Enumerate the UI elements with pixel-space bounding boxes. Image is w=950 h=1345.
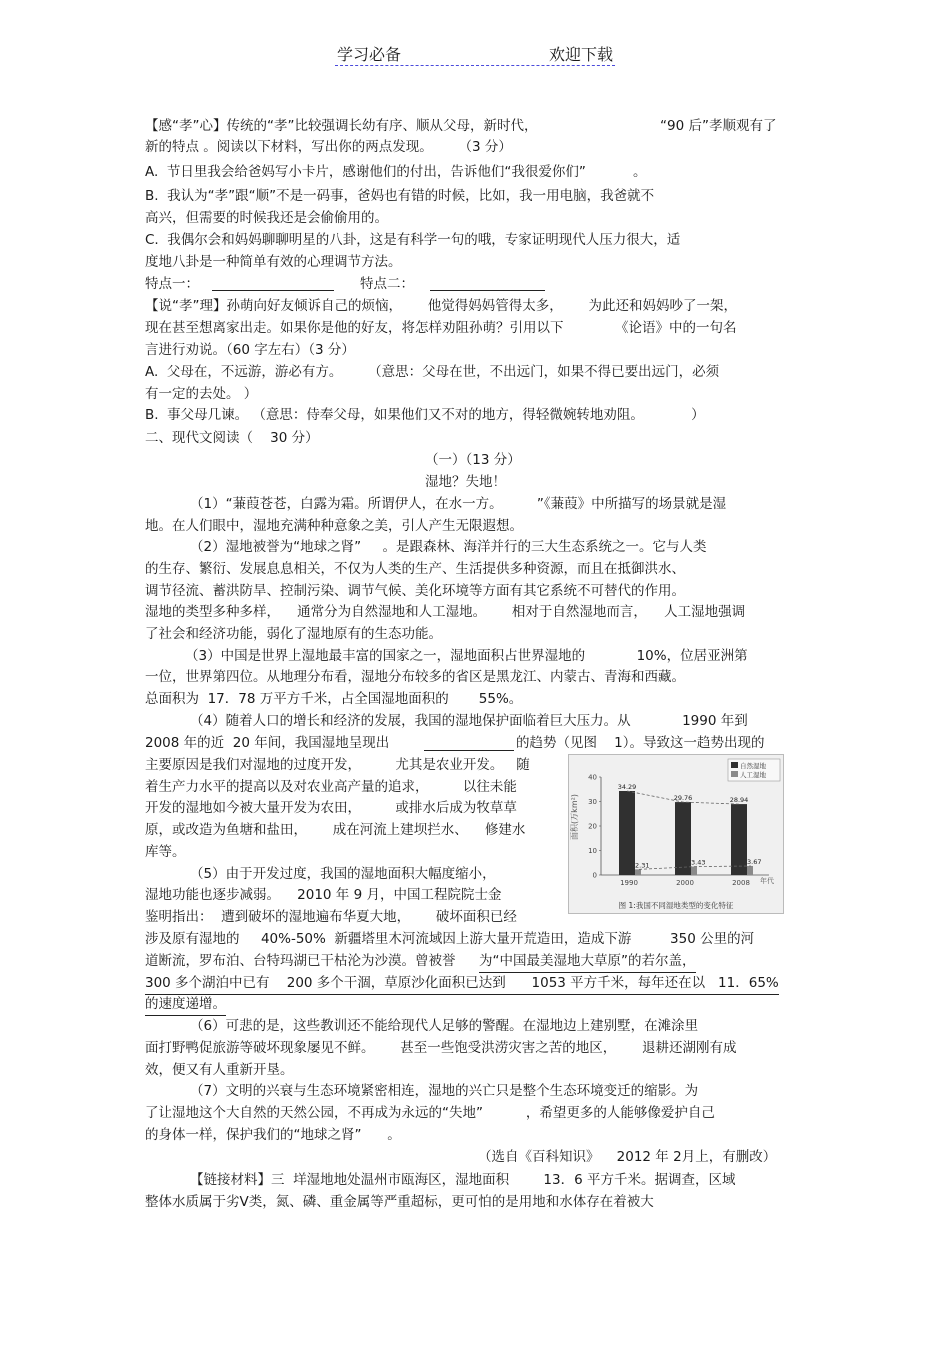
text-line: 库等。 (145, 844, 186, 860)
option-c: C. 我偶尔会和妈妈聊聊明星的八卦，这是有科学一句的哦，专家证明现代人压力很大，适 (145, 232, 681, 248)
text-line: “90 后”孝顺观有了 (660, 118, 777, 134)
legend-label-artificial: 人工湿地 (740, 771, 766, 779)
data-label-artificial: 3.67 (747, 858, 762, 867)
legend-swatch-natural (731, 762, 738, 768)
feature-one-label: 特点一： (145, 276, 199, 292)
option-b: B. 事父母几谏。 （意思：侍奉父母，如果他们又不对的地方，得轻微婉转地劝阻。 ） (145, 407, 705, 423)
text-line: 道断流，罗布泊、台特玛湖已干枯沦为沙漠。曾被誉 (145, 953, 456, 969)
figure-1-chart (568, 754, 784, 914)
bar-artificial-wetland (747, 866, 753, 875)
text-line: 言进行劝说。（60 字左右）（3 分） (145, 342, 355, 358)
paragraph-2: （2）湿地被誉为“地球之肾” 。是跟森林、海洋并行的三大生态系统之一。它与人类 (190, 539, 707, 555)
text-line: 调节径流、蓄洪防旱、控制污染、调节气候、美化环境等方面有其它系统不可替代的作用。 (145, 583, 685, 599)
y-tick-label: 40 (588, 773, 597, 782)
legend-label-natural: 自然湿地 (740, 762, 766, 770)
text-line: 有一定的去处。 ） (145, 386, 258, 402)
text-line: 了社会和经济功能，弱化了湿地原有的生态功能。 (145, 626, 442, 642)
header-rule (335, 65, 615, 66)
paragraph-3: （3）中国是世界上湿地最丰富的国家之一，湿地面积占世界湿地的 10%，位居亚洲第 (185, 648, 748, 664)
paragraph-7: （7）文明的兴衰与生态环境紧密相连，湿地的兴亡只是整个生态环境变迁的缩影。为 (190, 1083, 699, 1099)
header-right: 欢迎下载 (548, 45, 613, 64)
text-line: 鉴明指出： 遭到破坏的湿地遍布华夏大地， 破坏面积已经 (145, 909, 517, 925)
answer-blank-1[interactable] (212, 290, 334, 291)
underlined-text: 的速度递增。 (145, 994, 226, 1016)
source-citation: （选自《百科知识》 2012 年 2月上，有删改） (478, 1149, 777, 1165)
chart-legend (728, 759, 780, 781)
text-line: 地。在人们眼中，湿地充满种种意象之美，引人产生无限遐想。 (145, 518, 523, 534)
y-tick-label: 0 (592, 871, 597, 880)
text-line: 整体水质属于劣Ⅴ类，氮、磷、重金属等严重超标，更可怕的是用地和水体存在着被大 (145, 1194, 654, 1210)
data-label-natural: 34.29 (617, 782, 637, 791)
paragraph-6: （6）可悲的是，这些教训还不能给现代人足够的警醒。在湿地边上建别墅，在滩涂里 (190, 1018, 699, 1034)
page-header (335, 40, 615, 70)
section-heading: 二、现代文阅读（ 30 分） (145, 430, 319, 446)
underlined-text: 300 多个湖泊中已有 200 多个干涸，草原沙化面积已达到 1053 平方千米，每年还在以 11．65% (145, 973, 779, 995)
text-line: 了让湿地这个大自然的天然公园，不再成为永远的“失地” ，希望更多的人能够像爱护自己 (145, 1105, 715, 1121)
legend-swatch-artificial (731, 771, 738, 777)
paragraph-1: （1）“蒹葭苍苍，白露为霜。所谓伊人，在水一方。 ”《蒹葭》中所描写的场景就是湿 (190, 496, 727, 512)
text-line: 的生存、繁衍、发展息息相关，不仅为人类的生产、生活提供多种资源，而且在抵御洪水、 (145, 561, 685, 577)
answer-blank-trend[interactable] (424, 750, 514, 751)
text-line: 一位，世界第四位。从地理分布看，湿地分布较多的省区是黑龙江、内蒙古、青海和西藏。 (145, 669, 685, 685)
y-axis-label: 面积(万km²) (570, 794, 579, 840)
text-line: 效，便又有人重新开垦。 (145, 1062, 294, 1078)
text-line: 开发的湿地如今被大量开发为农田， 或排水后成为牧草草 (145, 800, 517, 816)
option-a: A. 节日里我会给爸妈写小卡片，感谢他们的付出，告诉他们“我很爱你们” 。 (145, 164, 647, 180)
bar-natural-wetland (731, 804, 747, 875)
x-tick-label: 2008 (732, 879, 750, 887)
text-line: 湿地的类型多种多样， 通常分为自然湿地和人工湿地。 相对于自然湿地而言， 人工湿地强调 (145, 604, 746, 620)
article-title: 湿地？失地！ (425, 474, 506, 490)
text-line: 新的特点 。阅读以下材料，写出你的两点发现。 （3 分） (145, 139, 512, 155)
bar-natural-wetland (675, 802, 691, 875)
feature-two-label: 特点二： (360, 276, 414, 292)
answer-blank-2[interactable] (430, 290, 545, 291)
data-label-artificial: 3.43 (691, 858, 706, 867)
text-line: 高兴，但需要的时候我还是会偷偷用的。 (145, 210, 388, 226)
data-label-natural: 29.76 (673, 794, 693, 803)
bar-artificial-wetland (691, 867, 697, 875)
link-material: 【链接材料】三 垟湿地地处温州市瓯海区，湿地面积 13．6 平方千米。据调查，区域 (190, 1172, 736, 1188)
text-line: 【说“孝”理】孙萌向好友倾诉自己的烦恼， 他觉得妈妈管得太多， 为此还和妈妈吵了一架， (145, 298, 737, 314)
text-line: 湿地功能也逐步减弱。 2010 年 9 月，中国工程院院士金 (145, 887, 502, 903)
y-tick-label: 30 (588, 798, 597, 806)
text-line: 【感“孝”心】传统的“孝”比较强调长幼有序、顺从父母，新时代， (145, 118, 538, 134)
text-line: 着生产力水平的提高以及对农业高产量的追求， 以往未能 (145, 779, 517, 795)
text-line: 原，或改造为鱼塘和盐田， 成在河流上建坝拦水、 修建水 (145, 822, 526, 838)
text-line: 2008 年的近 20 年间，我国湿地呈现出 (145, 735, 390, 751)
text-line: 总面积为 17．78 万平方千米，占全国湿地面积的 55%。 (145, 691, 523, 707)
bar-artificial-wetland (635, 869, 641, 875)
x-tick-label: 2000 (676, 879, 694, 887)
option-b: B. 我认为“孝”跟“顺”不是一码事，爸妈也有错的时候，比如，我一用电脑，我爸就不 (145, 188, 655, 204)
y-tick-label: 10 (588, 847, 597, 855)
part-heading: （一）（13 分） (425, 452, 521, 468)
text-line: 涉及原有湿地的 40%-50% 新疆塔里木河流域因上游大量开荒造田，造成下游 350 公里的河 (145, 931, 755, 947)
paragraph-5: （5）由于开发过度，我国的湿地面积大幅度缩小， (190, 866, 496, 882)
y-tick-label: 20 (588, 822, 597, 831)
text-line: 现在甚至想离家出走。如果你是他的好友，将怎样劝阻孙萌？引用以下 《论语》中的一句名 (145, 320, 737, 336)
text-line: 的趋势（见图 1）。导致这一趋势出现的 (516, 735, 765, 751)
option-a: A. 父母在，不远游，游必有方。 （意思：父母在世，不出远门，如果不得已要出远门，必须 (145, 364, 720, 380)
bar-natural-wetland (619, 791, 635, 875)
paragraph-4: （4）随着人口的增长和经济的发展，我国的湿地保护面临着巨大压力。从 1990 年到 (190, 713, 748, 729)
bar-chart (569, 755, 783, 913)
text-line: 主要原因是我们对湿地的过度开发， 尤其是农业开发。 随 (145, 757, 530, 773)
x-tick-label: 1990 (620, 879, 638, 887)
text-line: 的身体一样，保护我们的“地球之肾” 。 (145, 1127, 401, 1143)
text-line: 面打野鸭促旅游等破坏现象屡见不鲜。 甚至一些饱受洪涝灾害之苦的地区， 退耕还湖刚有成 (145, 1040, 737, 1056)
text-line: 度地八卦是一种简单有效的心理调节方法。 (145, 254, 402, 270)
header-left: 学习必备 (337, 45, 402, 64)
underlined-text: 为“中国最美湿地大草原”的若尔盖， (479, 951, 696, 973)
x-axis-label: 年代 (760, 877, 774, 885)
data-label-natural: 28.94 (729, 796, 749, 805)
figure-caption: 图 1:我国不同湿地类型的变化特征 (618, 901, 734, 910)
data-label-artificial: 2.31 (635, 861, 650, 870)
